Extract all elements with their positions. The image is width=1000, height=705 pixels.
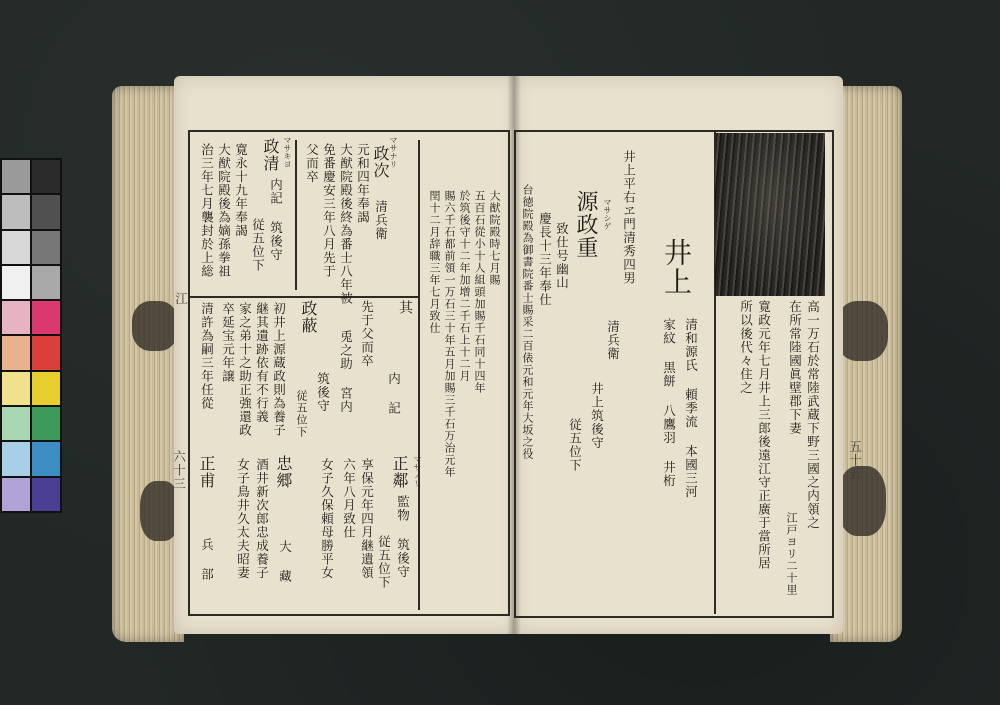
entry1-bio1: 元和四年奉謁	[355, 143, 371, 224]
retire-line: 致仕号幽山	[554, 222, 570, 290]
crest-line: 家紋 黒餅 八鷹羽 井桁	[661, 318, 677, 488]
left-col-e: 閏十二月辞職三年七月致仕	[428, 190, 441, 334]
entry5-office: 監物 筑後守	[395, 495, 411, 579]
left-col-d: 賜六千石都前領一万石三十年五月加賜三千石万治元年	[443, 190, 456, 478]
clan-line: 清和源氏 頼季流 本國三河	[683, 318, 699, 499]
checker-patch	[2, 442, 30, 475]
checker-patch	[2, 160, 30, 193]
checker-patch	[32, 478, 60, 511]
main-name: 源政重	[573, 190, 598, 259]
checker-patch	[32, 301, 60, 334]
checker-patch	[32, 407, 60, 440]
domain-line-2: 在所常陸國眞壁郡下妻	[787, 300, 803, 435]
name-ruby: マサシゲ	[603, 198, 612, 230]
rank-line: 従五位下	[567, 418, 583, 472]
color-checker	[0, 158, 62, 513]
checker-patch	[32, 372, 60, 405]
checker-patch	[2, 266, 30, 299]
entry7-name: 正甫	[197, 455, 216, 489]
left-margin-mark-bottom: 六十三	[171, 450, 187, 491]
entry1-bio2: 大猷院殿後終為番士八年被	[338, 143, 354, 305]
domain-line-1: 高一万石於常陸武蔵下野三國之内領之	[805, 300, 821, 530]
checker-patch	[32, 231, 60, 264]
entry2-bio2: 大猷院殿後為嫡孫拳祖	[216, 143, 232, 278]
domain-line-4: 所以後代々住之	[738, 300, 754, 395]
checker-patch	[32, 195, 60, 228]
entry1-ruby: マサナリ	[389, 136, 398, 168]
checker-patch	[2, 195, 30, 228]
distance-note: 江戸ヨリ二十里	[785, 512, 798, 596]
left-divider-1	[188, 296, 418, 298]
bio-line-2: 台徳院殿為御書院番士賜采二百俵元和元年大坂之役	[521, 184, 534, 460]
entry4-bio3: 家之弟十之助正強還政	[237, 302, 253, 437]
left-margin-mark-top: 江	[173, 292, 189, 306]
entry3-bio1: 先于父而卒	[359, 300, 375, 368]
entry3-mark: 其	[397, 300, 413, 315]
entry4-bio2: 継其遺跡依有不行義	[254, 302, 270, 424]
left-divider-2	[418, 140, 420, 610]
checker-patch	[32, 160, 60, 193]
family-crest-block	[715, 133, 825, 296]
entry5-rank: 従五位下	[376, 535, 392, 589]
entry6-name: 忠郷	[274, 455, 293, 489]
entry7-title: 兵 部	[199, 538, 215, 581]
office-line: 井上筑後守	[589, 382, 605, 450]
entry5-wife: 女子久保頼母勝平女	[319, 458, 335, 580]
domain-line-3: 寛政元年七月井上三郎後遠江守正廣于當所居	[756, 300, 772, 570]
entry3-rank: 従五位下	[295, 390, 308, 438]
entry4-bio4: 清許為嗣三年任從	[199, 302, 215, 410]
entry2-ruby: マサキヨ	[283, 136, 292, 168]
entry3-sub1: 兎之助 宮内	[338, 330, 354, 414]
entry1-title: 清兵衛	[373, 200, 389, 241]
family-title: 井上	[660, 238, 693, 296]
entry4-bio5: 卒延宝元年譲	[220, 302, 236, 383]
entry1-bio3: 免番慶安三年八月先于	[321, 143, 337, 278]
right-margin-mark: 五十五	[847, 440, 863, 481]
entry5-ruby: マサノリ	[413, 455, 422, 487]
entry3-title: 内 記	[386, 372, 402, 415]
checker-patch	[2, 407, 30, 440]
entry6-title: 大 藏	[277, 540, 293, 583]
checker-patch	[2, 231, 30, 264]
entry2-rank: 従五位下	[250, 218, 266, 272]
left-col-c: 於筑後守十二年加增二千石上十二月	[458, 190, 471, 382]
entry2-office: 内記 筑後守	[268, 178, 284, 262]
left-col-a: 大猷院殿時七月賜	[488, 190, 501, 286]
checker-patch	[2, 372, 30, 405]
entry2-bio1: 寛永十九年奉謁	[233, 143, 249, 238]
entry2-name: 政清	[261, 138, 280, 172]
checker-patch	[2, 478, 30, 511]
title-line: 清兵衛	[605, 320, 621, 361]
entry2-bio3: 治三年七月襲封於上総	[199, 143, 215, 278]
bio-line-1: 慶長十三年奉仕	[537, 212, 553, 307]
header-line: 井上平右ヱ門清秀四男	[621, 150, 637, 285]
left-col-b: 五百石從小十人組頭加賜千石同十四年	[473, 190, 486, 394]
entry5-name: 正鄰	[390, 455, 409, 489]
entry4-bio1: 初井上源蔵政則為養子	[271, 302, 287, 437]
checker-patch	[32, 442, 60, 475]
checker-patch	[32, 266, 60, 299]
entry5-bio2: 六年八月致仕	[341, 458, 357, 539]
checker-patch	[2, 301, 30, 334]
entry1-bio4: 父而卒	[304, 143, 320, 184]
entry5-bio1: 享保元年四月継遺領	[359, 458, 375, 580]
entry6-bio1: 酒井新次郎忠成養子	[254, 458, 270, 580]
entry3-sub2: 筑後守	[315, 372, 331, 413]
entry1-name: 政次	[371, 145, 390, 179]
checker-patch	[2, 336, 30, 369]
entry3-name: 政蔽	[299, 300, 318, 334]
left-divider-3	[295, 140, 297, 290]
checker-patch	[32, 336, 60, 369]
entry6-bio2: 女子鳥井久太夫昭妻	[235, 458, 251, 580]
